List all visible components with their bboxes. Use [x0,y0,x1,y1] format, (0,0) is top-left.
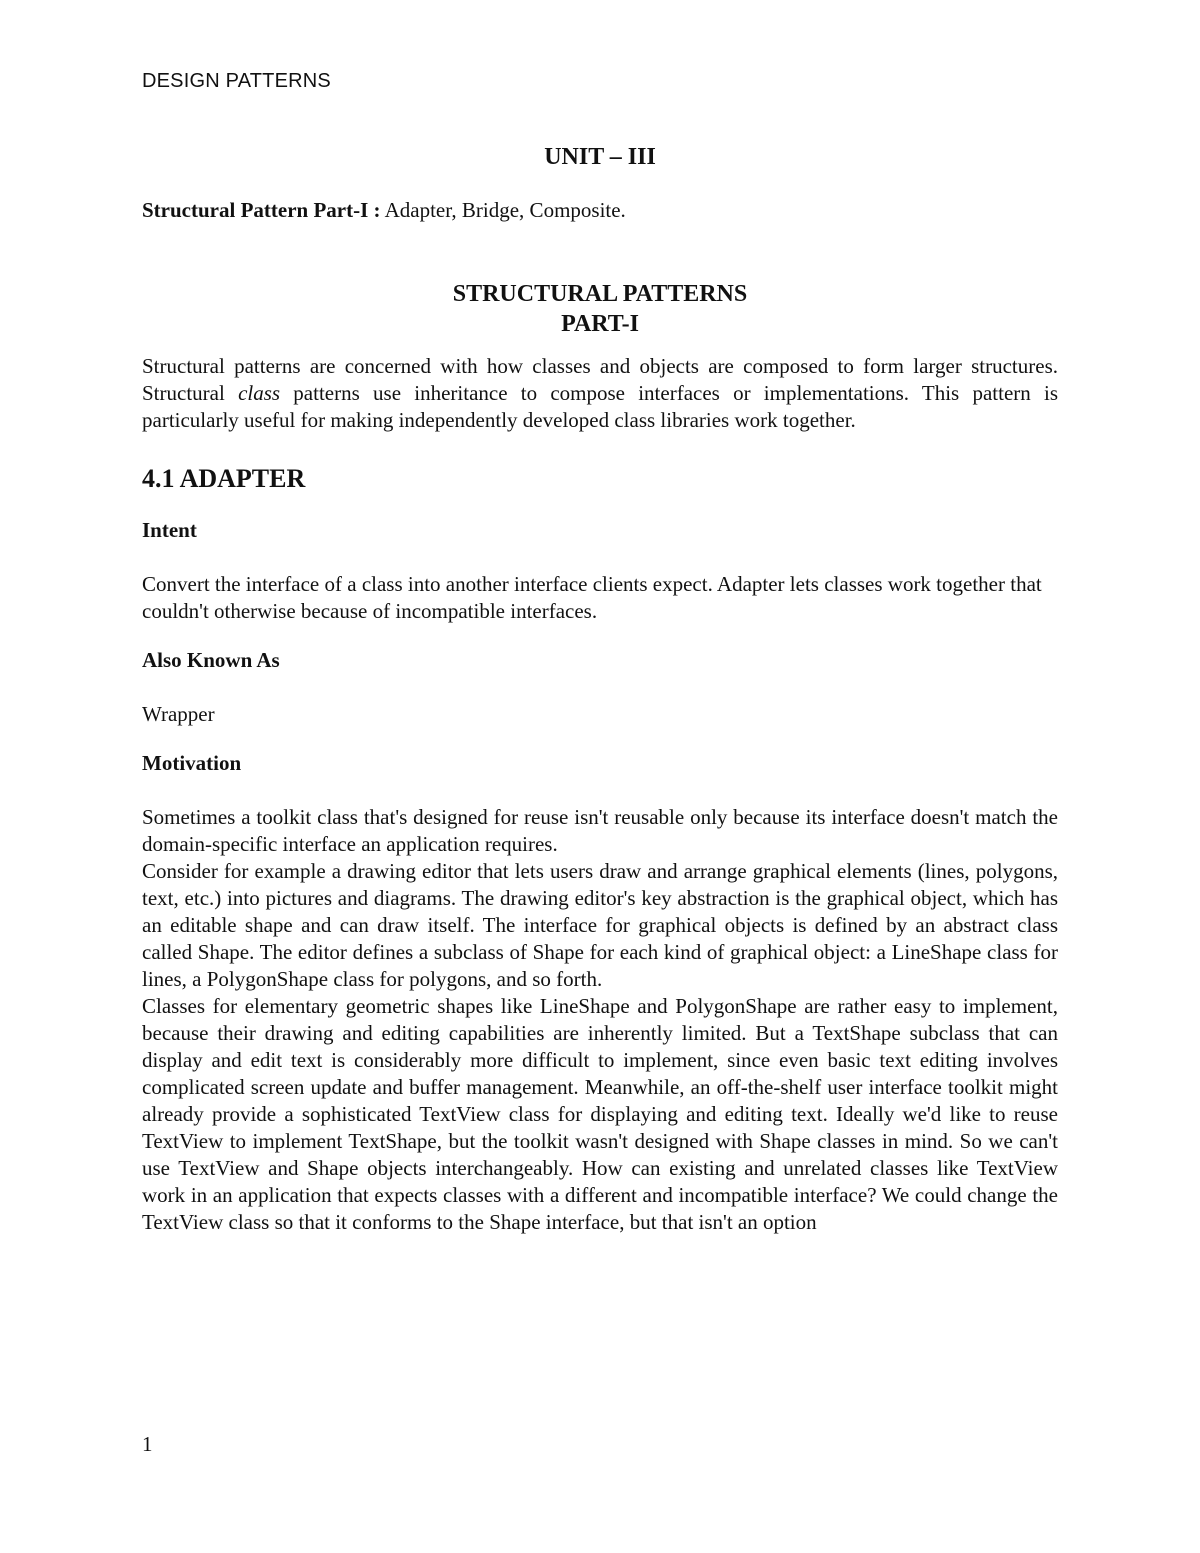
unit-subtitle-label: Structural Pattern Part-I : [142,198,381,222]
intent-text: Convert the interface of a class into another interface clients expect. Adapter lets classes work together that couldn't otherwise because of incompatible interfaces. [142,572,1042,623]
motivation-paragraph-1: Sometimes a toolkit class that's designed for reuse isn't reusable only because its interface doesn't match the domain-specific interface an application requires. [142,805,1058,856]
intro-text-part1: Structural patterns are concerned with how classes and objects are composed to form larger structures. Structural [142,354,1058,405]
unit-subtitle [142,197,1058,224]
motivation-heading: Motivation [142,751,242,775]
section-title [142,279,1058,339]
aka-text: Wrapper [142,702,215,726]
intro-paragraph [142,353,1058,434]
unit-title: UNIT – III [544,144,656,170]
intent-heading: Intent [142,518,197,542]
section-title-line1: STRUCTURAL PATTERNS [452,281,748,307]
motivation-paragraph-2: Consider for example a drawing editor that lets users draw and arrange graphical elements (lines, polygons, text, etc.) into pictures and diagrams. The drawing editor's key abstraction is the graphical object, which has an editable shape and can draw itself. The interface for graphical objects is defined by an abstract class called Shape. The editor defines a subclass of Shape for each kind of graphical object: a LineShape class for lines, a PolygonShape class for polygons, and so forth. [142,859,1058,991]
adapter-heading: 4.1 ADAPTER [142,464,306,493]
page-content [142,142,1058,1236]
page-number: 1 [142,1432,153,1456]
section-title-line2: PART-I [561,311,639,337]
intro-text-part2: patterns use inheritance to compose interfaces or implementations. This pattern is particularly useful for making independently developed class libraries work together. [142,381,1059,432]
aka-heading: Also Known As [142,648,280,672]
intro-text-italic: class [238,381,281,405]
motivation-paragraph-3: Classes for elementary geometric shapes like LineShape and PolygonShape are rather easy to implement, because their drawing and editing capabilities are inherently limited. But a TextShape subclass that can display and edit text is considerably more difficult to implement, since even basic text editing involves complicated screen update and buffer management. Meanwhile, an off-the-shelf user interface toolkit might already provide a sophisticated TextView class for displaying and editing text. Ideally we'd like to reuse TextView to implement TextShape, but the toolkit wasn't designed with Shape classes in mind. So we can't use TextView and Shape objects interchangeably. How can existing and unrelated classes like TextView work in an application that expects classes with a different and incompatible interface? We could change the TextView class so that it conforms to the Shape interface, but that isn't an option [142,994,1058,1234]
running-header: DESIGN PATTERNS [142,70,331,92]
unit-subtitle-text: Adapter, Bridge, Composite. [380,198,626,222]
